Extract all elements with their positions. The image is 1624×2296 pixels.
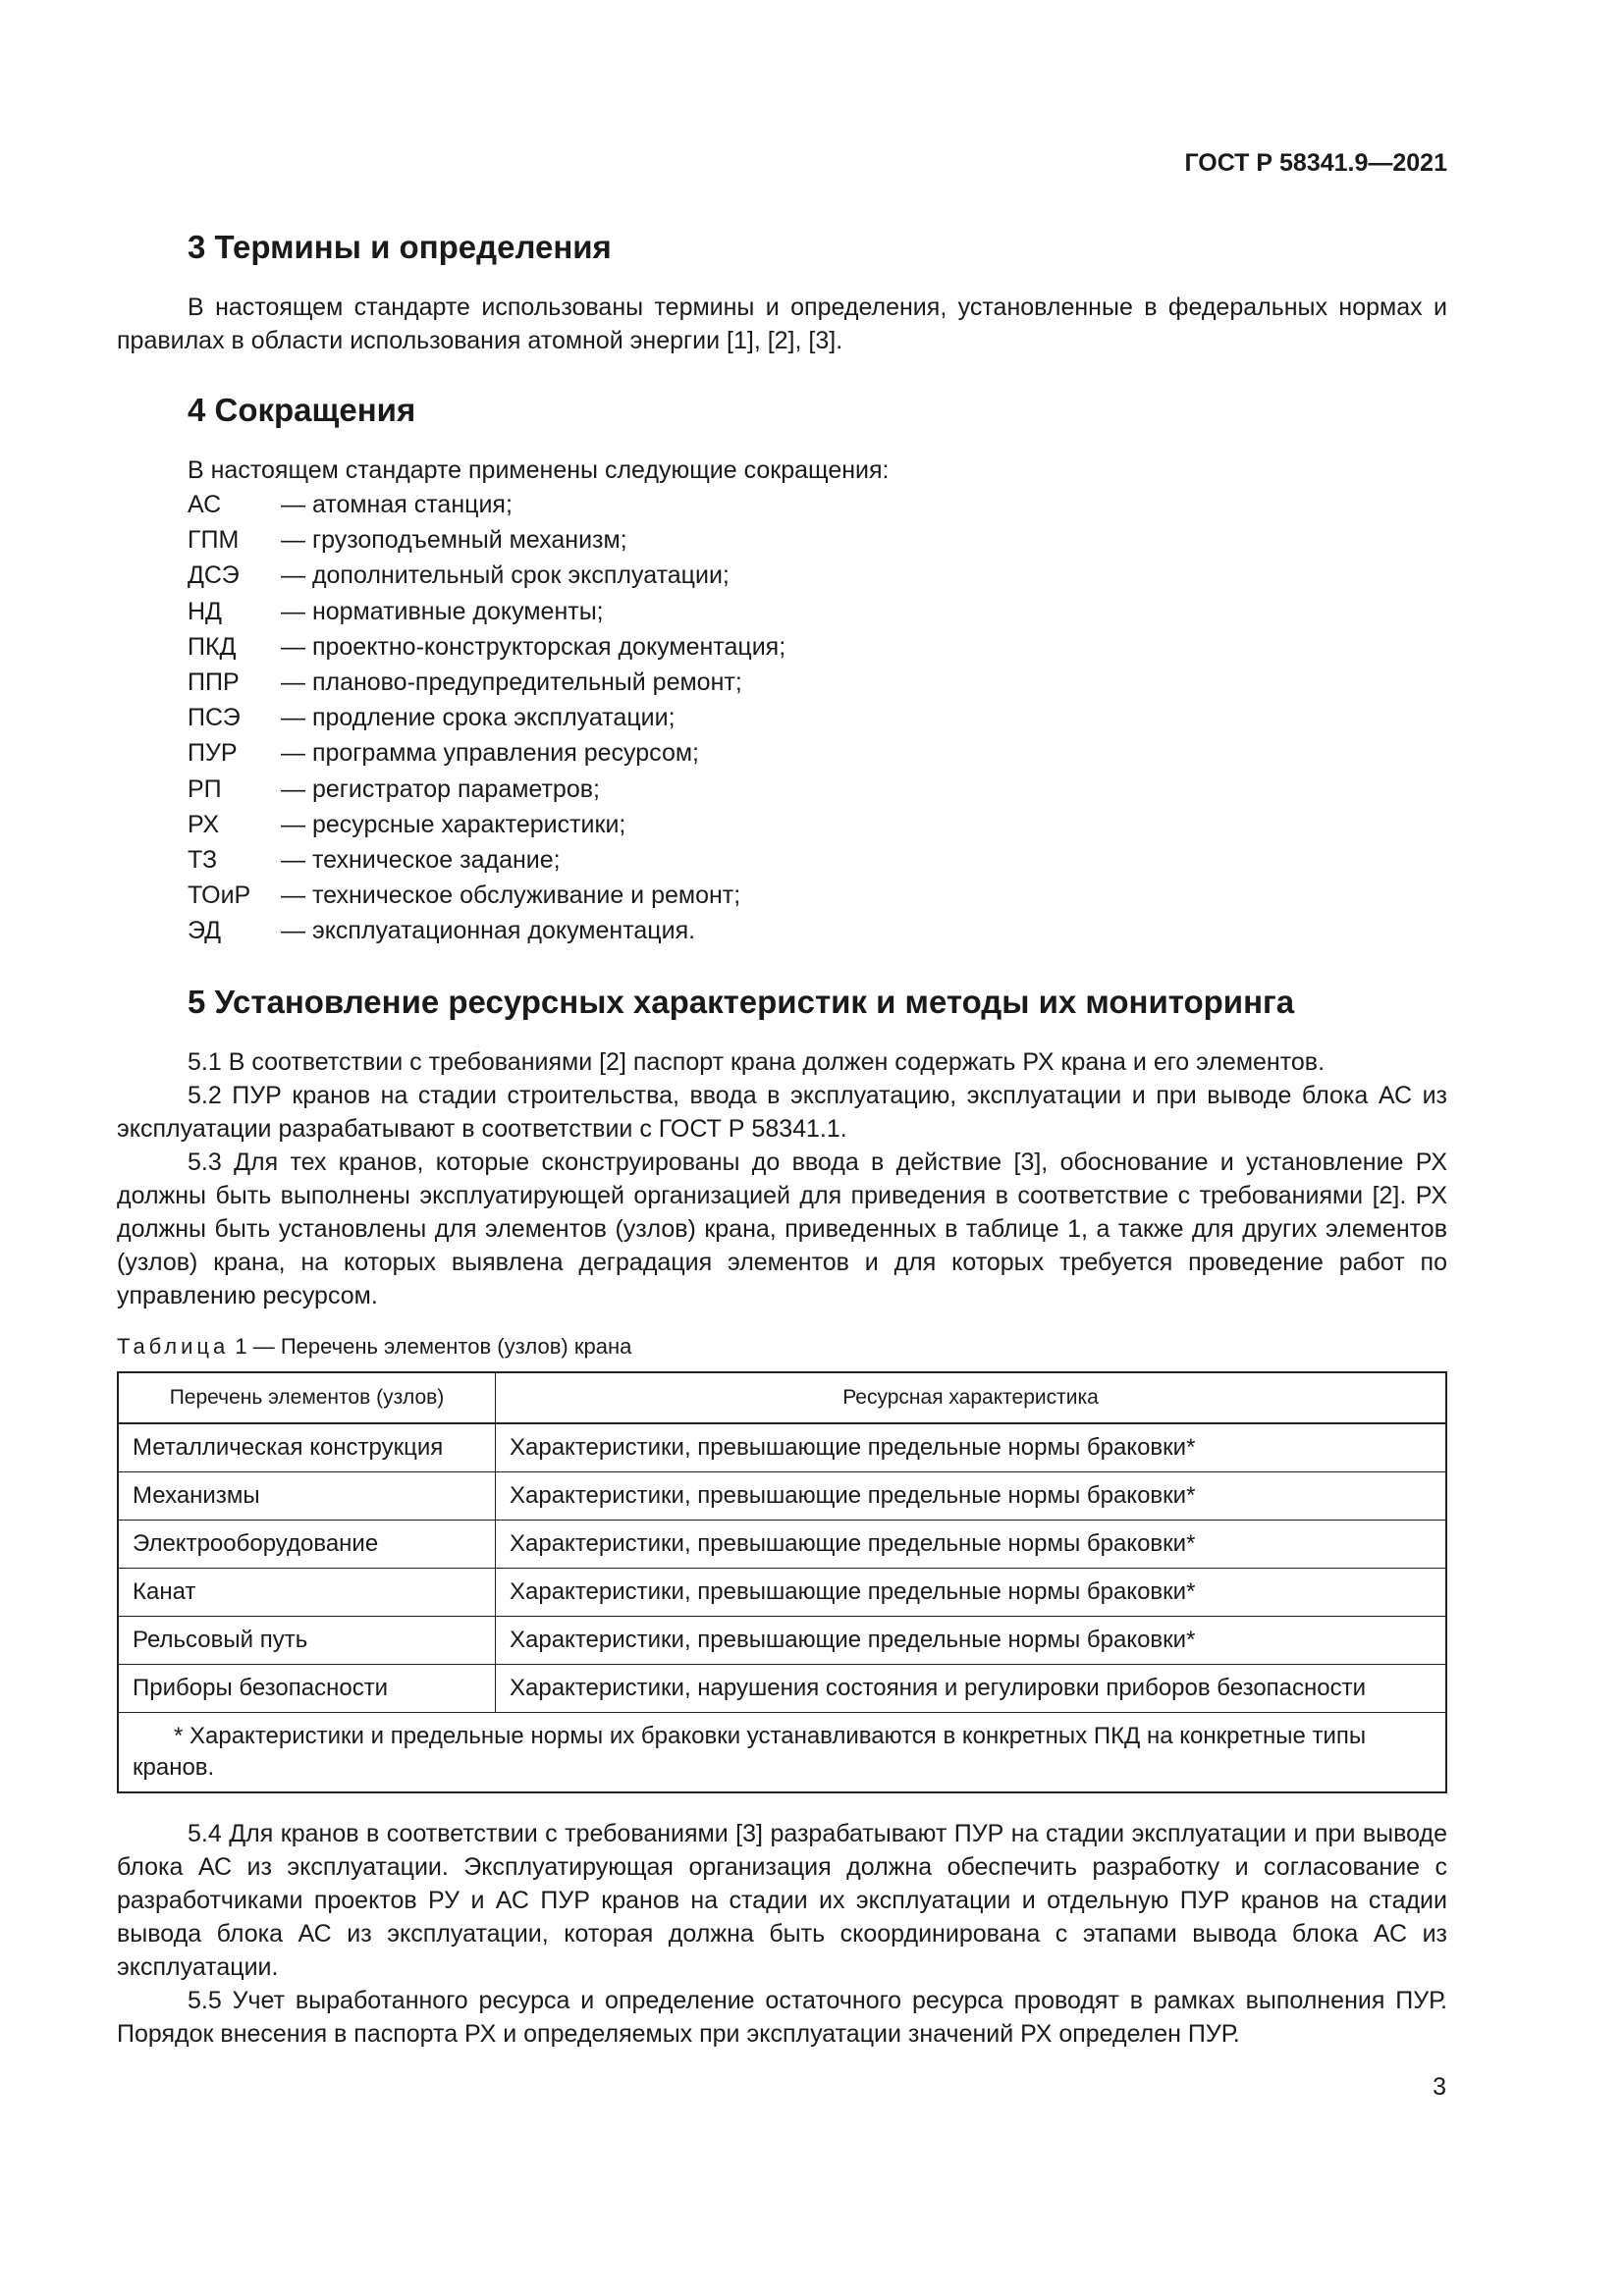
abbreviation-item	[188, 878, 1447, 913]
table-footnote-row	[118, 1712, 1446, 1792]
table-caption-title: 1 — Перечень элементов (узлов) крана	[235, 1333, 632, 1359]
abbreviation-code: ТОиР	[188, 881, 251, 910]
abbreviation-meaning: — проектно-конструкторская документация;	[281, 632, 786, 661]
table-caption-word: Таблица	[117, 1333, 230, 1359]
abbreviation-item	[188, 629, 1447, 665]
element-cell: Металлическая конструкция	[118, 1423, 496, 1472]
table-footnote-text: * Характеристики и предельные нормы их браковки устанавливаются в конкретных ПКД на конкретные типы кранов.	[133, 1722, 1367, 1781]
paragraph-5-5: 5.5 Учет выработанного ресурса и определение остаточного ресурса проводят в рамках выполнения ПУР. Порядок внесения в паспорта РХ и определяемых при эксплуатации значений РХ определен ПУР.	[117, 1986, 1447, 2048]
characteristic-cell: Характеристики, нарушения состояния и регулировки приборов безопасности	[496, 1664, 1447, 1712]
abbreviation-code: АС	[188, 491, 222, 518]
abbreviation-item	[188, 772, 1447, 807]
section-4-title: 4 Сокращения	[188, 392, 416, 428]
abbreviation-meaning: — регистратор параметров;	[281, 774, 600, 803]
abbreviation-meaning: — атомная станция;	[281, 491, 513, 518]
element-cell: Электрооборудование	[118, 1520, 496, 1568]
abbreviation-item	[188, 735, 1447, 771]
paragraph-5-4: 5.4 Для кранов в соответствии с требованиями [3] разрабатывают ПУР на стадии эксплуатации и при выводе блока АС из эксплуатации. Эксплуатирующая организация должна обеспечить разработку и согласование с разработчиками проектов РУ и АС ПУР кранов на стадии их эксплуатации и отдельную ПУР кранов на стадии вывода блока АС из эксплуатации, которая должна быть скоординирована с этапами вывода блока АС из эксплуатации.	[117, 1819, 1447, 1981]
section-3	[117, 228, 1447, 357]
column-header-characteristic: Ресурсная характеристика	[496, 1372, 1447, 1423]
table-row	[118, 1664, 1446, 1712]
section-5	[117, 983, 1447, 2051]
element-cell: Механизмы	[118, 1471, 496, 1520]
abbreviation-meaning: — планово-предупредительный ремонт;	[281, 668, 742, 697]
characteristic-cell: Характеристики, превышающие предельные нормы браковки*	[496, 1471, 1447, 1520]
table-row	[118, 1423, 1446, 1472]
abbreviation-code: ЭД	[188, 917, 222, 945]
abbreviation-meaning: — техническое обслуживание и ремонт;	[281, 881, 741, 910]
table-caption	[117, 1334, 1447, 1360]
section-4-intro: В настоящем стандарте применены следующие сокращения:	[188, 456, 890, 484]
abbreviation-meaning: — программа управления ресурсом;	[281, 739, 699, 768]
elements-table	[117, 1371, 1447, 1793]
column-header-elements: Перечень элементов (узлов)	[118, 1372, 496, 1423]
abbreviation-item	[188, 558, 1447, 593]
paragraph-5-2: 5.2 ПУР кранов на стадии строительства, ввода в эксплуатацию, эксплуатации и при выводе блока АС из эксплуатации разрабатывают в соответствии с ГОСТ Р 58341.1.	[117, 1081, 1447, 1143]
abbreviation-code: ДСЭ	[188, 561, 240, 590]
abbreviation-item	[188, 665, 1447, 700]
abbreviation-item	[188, 807, 1447, 842]
characteristic-cell: Характеристики, превышающие предельные нормы браковки*	[496, 1616, 1447, 1664]
characteristic-cell: Характеристики, превышающие предельные нормы браковки*	[496, 1423, 1447, 1472]
abbreviation-meaning: — эксплуатационная документация.	[281, 917, 696, 945]
abbreviation-item	[188, 842, 1447, 878]
document-code: ГОСТ Р 58341.9—2021	[1184, 149, 1447, 177]
abbreviation-meaning: — ресурсные характеристики;	[281, 810, 626, 838]
table-footnote	[118, 1712, 1446, 1792]
abbreviation-item	[188, 594, 1447, 629]
table-row	[118, 1520, 1446, 1568]
page-number: 3	[1433, 2073, 1446, 2101]
abbreviation-item	[188, 700, 1447, 735]
abbreviation-code: РХ	[188, 810, 220, 838]
abbreviation-meaning: — дополнительный срок эксплуатации;	[281, 561, 730, 590]
page-content	[117, 228, 1447, 2051]
abbreviation-code: ТЗ	[188, 846, 218, 875]
abbreviation-code: ПКД	[188, 632, 237, 661]
abbreviation-meaning: — техническое задание;	[281, 846, 561, 875]
abbreviation-code: НД	[188, 597, 222, 625]
table-row	[118, 1616, 1446, 1664]
table-row	[118, 1471, 1446, 1520]
abbreviation-code: ГПМ	[188, 526, 240, 555]
abbreviation-item	[188, 522, 1447, 558]
section-5-title: 5 Установление ресурсных характеристик и методы их мониторинга	[188, 983, 1295, 1020]
abbreviation-meaning: — продление срока эксплуатации;	[281, 704, 676, 732]
element-cell: Канат	[118, 1568, 496, 1616]
table-row	[118, 1568, 1446, 1616]
section-4	[117, 391, 1447, 949]
characteristic-cell: Характеристики, превышающие предельные нормы браковки*	[496, 1568, 1447, 1616]
abbreviation-item	[188, 487, 1447, 522]
abbreviation-code: ПУР	[188, 739, 238, 768]
abbreviation-code: РП	[188, 774, 222, 803]
abbreviation-meaning: — нормативные документы;	[281, 597, 604, 625]
element-cell: Приборы безопасности	[118, 1664, 496, 1712]
paragraph-5-1: 5.1 В соответствии с требованиями [2] паспорт крана должен содержать РХ крана и его элементов.	[188, 1047, 1326, 1076]
section-3-text: В настоящем стандарте использованы термины и определения, установленные в федеральных нормах и правилах в области использования атомной энергии [1], [2], [3].	[117, 294, 1447, 354]
element-cell: Рельсовый путь	[118, 1616, 496, 1664]
abbreviation-item	[188, 913, 1447, 948]
abbreviation-list	[188, 487, 1447, 949]
abbreviation-code: ПСЭ	[188, 704, 241, 732]
abbreviation-meaning: — грузоподъемный механизм;	[281, 526, 627, 555]
abbreviation-code: ППР	[188, 668, 240, 697]
paragraph-5-3: 5.3 Для тех кранов, которые сконструированы до ввода в действие [3], обоснование и установление РХ должны быть выполнены эксплуатирующей организацией для приведения в соответствие с требованиями [2]. РХ должны быть установлены для элементов (узлов) крана, приведенных в таблице 1, а также для других элементов (узлов) крана, на которых выявлена деградация элементов и для которых требуется проведение работ по управлению ресурсом.	[117, 1148, 1447, 1309]
section-3-title: 3 Термины и определения	[188, 229, 612, 265]
characteristic-cell: Характеристики, превышающие предельные нормы браковки*	[496, 1520, 1447, 1568]
table-header-row	[118, 1372, 1446, 1423]
